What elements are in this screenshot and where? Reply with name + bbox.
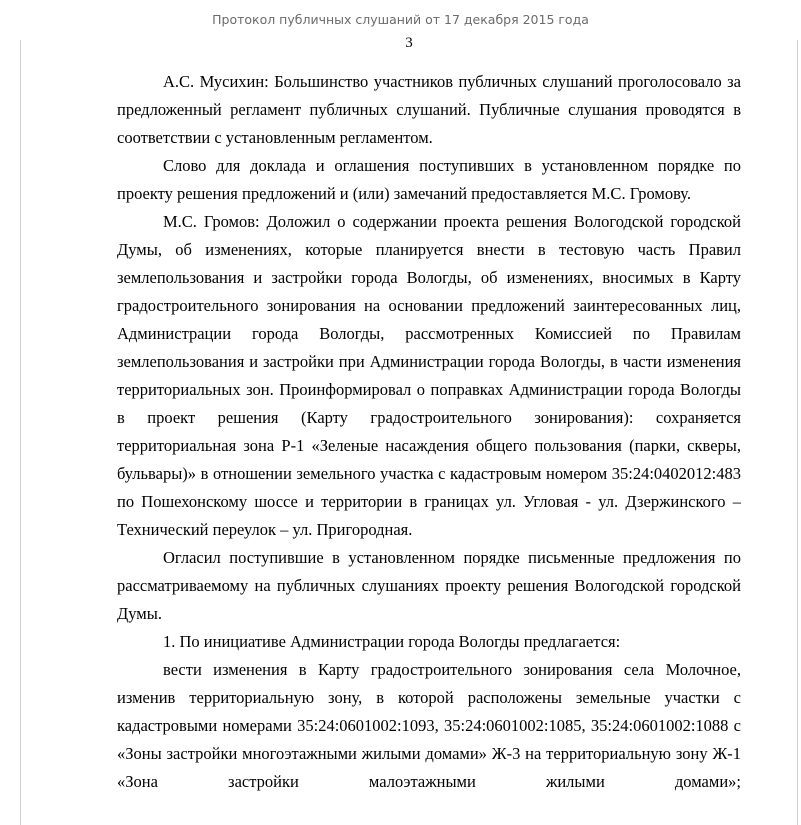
- page-number: 3: [405, 35, 413, 51]
- document-title: Протокол публичных слушаний от 17 декабря 2015 года: [212, 12, 589, 27]
- paragraph-floor-to-gromov: Слово для доклада и оглашения поступивших в установленном порядке по проекту решения предложений и (или) замечаний предоставляется М.С. Громову.: [117, 156, 741, 203]
- document-page[interactable]: [20, 35, 798, 825]
- paragraph-item-1-text: вести изменения в Карту градостроительного зонирования села Молочное, изменив территориальную зону, в которой расположены земельные участки с кадастровыми номерами 35:24:0601002:1093, 35:24:0601002:1085, 35:24:0601002:1088 с «Зоны застройки многоэтажными жилыми домами» Ж-3 на территориальную зону Ж-1 «Зона застройки малоэтажными жилыми домами»;: [117, 660, 741, 791]
- paragraph-proposals-announced: Огласил поступившие в установленном порядке письменные предложения по рассматриваемому на публичных слушаниях проекту решения Вологодской городской Думы.: [117, 548, 741, 623]
- page-body: [117, 68, 741, 796]
- document-header-bar: [0, 0, 801, 40]
- paragraph-gromov-report: М.С. Громов: Доложил о содержании проекта решения Вологодской городской Думы, об изменениях, которые планируется внести в тестовую часть Правил землепользования и застройки города Вологды, об изменениях, вносимых в Карту градостроительного зонирования на основании предложений заинтересованных лиц, Администрации города Вологды, рассмотренных Комиссией по Правилам землепользования и застройки при Администрации города Вологды, в части изменения территориальных зон. Проинформировал о поправках Администрации города Вологды в проект решения (Карту градостроительного зонирования): сохраняется территориальная зона Р-1 «Зеленые насаждения общего пользования (парки, скверы, бульвары)» в отношении земельного участка с кадастровым номером 35:24:0402012:483 по Пошехонскому шоссе и территории в границах ул. Угловая - ул. Дзержинского – Технический переулок – ул. Пригородная.: [117, 212, 741, 539]
- paragraph-musikhin: А.С. Мусихин: Большинство участников публичных слушаний проголосовало за предложенный регламент публичных слушаний. Публичные слушания проводятся в соответствии с установленным регламентом.: [117, 72, 741, 147]
- paragraph-item-1-heading: 1. По инициативе Администрации города Вологды предлагается:: [163, 632, 621, 651]
